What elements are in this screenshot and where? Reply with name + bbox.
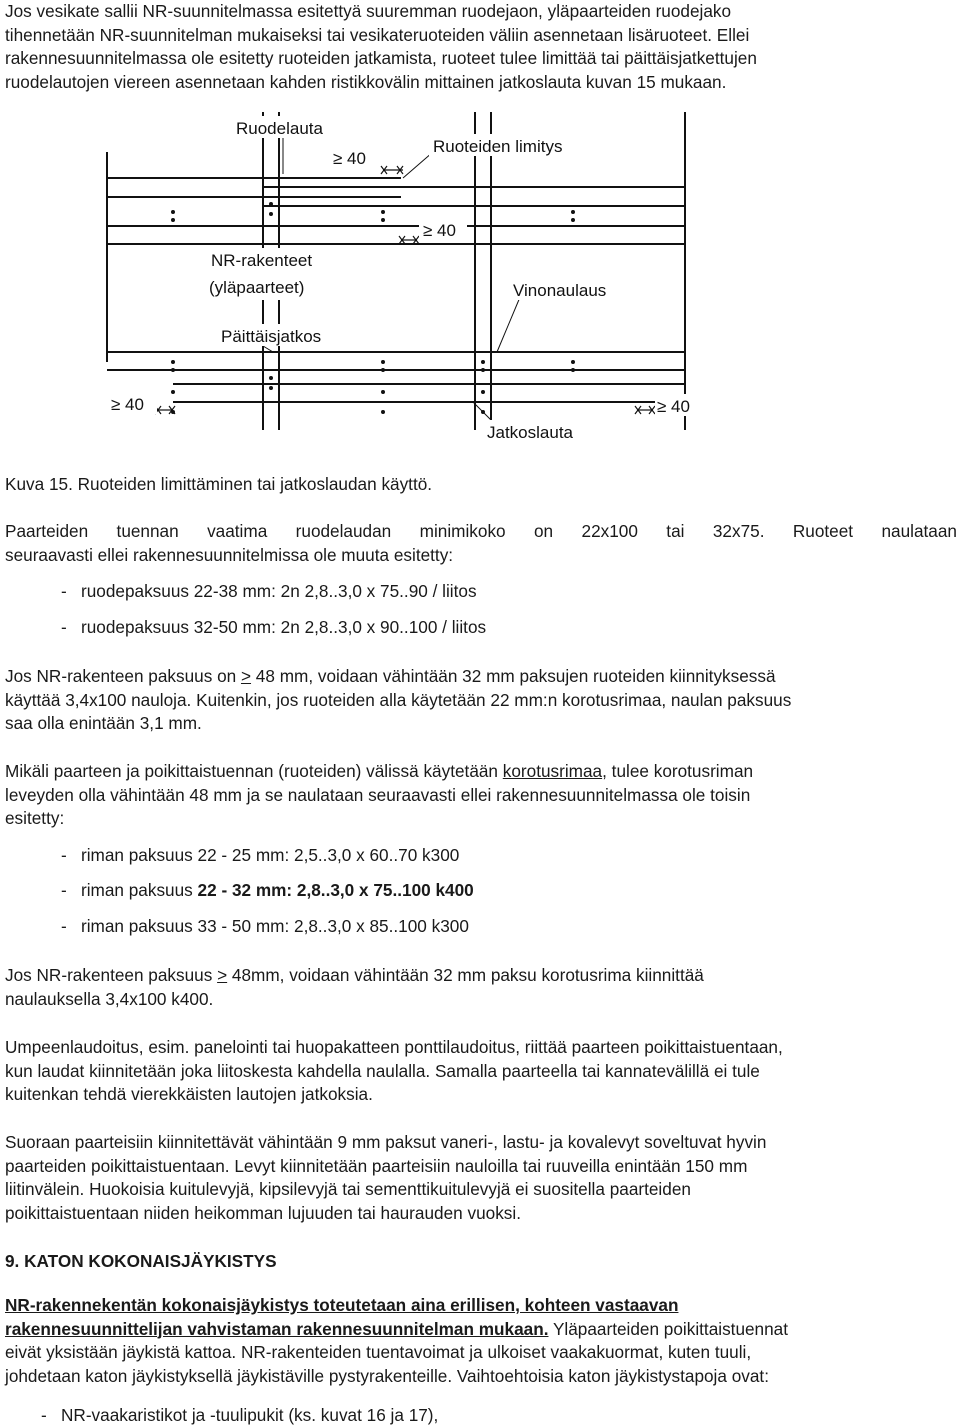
roof-batten-diagram <box>103 112 703 452</box>
list2-item-2-bold: 22 - 32 mm: 2,8..3,0 x 75..100 k400 <box>197 880 474 900</box>
paragraph-2 <box>5 665 957 736</box>
intro-paragraph <box>5 0 957 94</box>
list1-item-1 <box>61 580 477 604</box>
intro-line-1: Jos vesikate sallii NR-suunnitelmassa esitettyä suuremman ruodejaon, yläpaarteiden ruodejako <box>5 1 732 21</box>
para4-line1 <box>5 964 957 988</box>
list1-item-2-text: ruodepaksuus 32-50 mm: 2n 2,8..3,0 x 90..100 / liitos <box>81 617 487 637</box>
para5-line2: kun laudat kiinnitetään joka liitoskesta kahdella naulalla. Samalla paarteella tai kannatevälillä ei tule <box>5 1060 760 1081</box>
label-ruoteiden-limitys: Ruoteiden limitys <box>433 137 563 156</box>
label-paittaisjatkos: Päittäisjatkos <box>221 327 322 346</box>
leader-limitys <box>403 152 433 178</box>
para2-line1-post: 48 mm, voidaan vähintään 32 mm paksujen ruoteiden kiinnityksessä <box>251 666 776 686</box>
label-ge40-top: ≥ 40 <box>333 149 366 168</box>
para4-gt-symbol: > <box>217 965 228 985</box>
intro-line-4: ruodelautojen viereen asennetaan kahden ristikkovälin mittainen jatkoslauta kuvan 15 mukaan. <box>5 71 727 92</box>
para6-line4: poikittaistuentaan niiden heikomman lujuuden tai haurauden vuoksi. <box>5 1202 521 1223</box>
para2-gt-symbol: > <box>240 666 252 686</box>
para1-line2: seuraavasti ellei rakennesuunnitelmissa ole muuta esitetty: <box>5 544 454 565</box>
para1-line1: Paarteiden tuennan vaatima ruodelaudan minimikoko on 22x100 tai 32x75. Ruoteet naulataan <box>5 521 957 541</box>
label-ylapaarteet: (yläpaarteet) <box>209 278 305 297</box>
para7-line2-post: Yläpaarteiden poikittaistuennat <box>548 1318 789 1339</box>
para7-line1 <box>5 1294 957 1318</box>
list-dash: - <box>61 845 67 865</box>
section-heading: 9. KATON KOKONAISJÄYKISTYS <box>5 1251 277 1271</box>
list1-item-1-text: ruodepaksuus 22-38 mm: 2n 2,8..3,0 x 75..90 / liitos <box>81 581 477 601</box>
para4-line1-pre: Jos NR-rakenteen paksuus <box>5 965 218 985</box>
list1-item-2 <box>61 616 486 640</box>
list3-item-1-text: NR-vaakaristikot ja -tuulipukit (ks. kuvat 16 ja 17), <box>61 1405 439 1425</box>
list-dash: - <box>61 617 67 637</box>
figure-15-diagram <box>103 112 703 452</box>
paragraph-5 <box>5 1036 957 1107</box>
label-jatkoslauta: Jatkoslauta <box>487 423 573 442</box>
para3-line1 <box>5 760 957 784</box>
para6-line1: Suoraan paarteisiin kiinnitettävät vähintään 9 mm paksut vaneri-, lastu- ja kovalevyt soveltuvat hyvin <box>5 1132 767 1152</box>
para2-line1-pre: Jos NR-rakenteen paksuus on <box>5 666 241 686</box>
para7-line1-bold: NR-rakennekentän kokonaisjäykistys toteutetaan aina erillisen, kohteen vastaavan <box>5 1295 679 1315</box>
list2-item-3 <box>61 915 469 939</box>
figure-caption: Kuva 15. Ruoteiden limittäminen tai jatkoslaudan käyttö. <box>5 474 433 494</box>
para6-line2: paarteiden poikittaistuentaan. Levyt kiinnitetään paarteisiin nauloilla tai ruuveilla enintään 150 mm <box>5 1155 748 1176</box>
label-ge40-left: ≥ 40 <box>111 395 144 414</box>
para3-line3: esitetty: <box>5 808 65 828</box>
para5-line1: Umpeenlaudoitus, esim. panelointi tai huopakatteen ponttilaudoitus, riittää paarteen poikittaistuentaan, <box>5 1037 783 1057</box>
list-dash: - <box>41 1405 47 1425</box>
paragraph-3 <box>5 760 957 831</box>
list3-item-1 <box>41 1404 438 1428</box>
para2-line3: saa olla enintään 3,1 mm. <box>5 713 202 733</box>
para4-line2: naulauksella 3,4x100 k400. <box>5 988 214 1009</box>
para4-line1-post: 48mm, voidaan vähintään 32 mm paksu korotusrima kiinnittää <box>227 965 704 985</box>
para3-korotusrimaa: korotusrimaa <box>502 761 603 781</box>
list-dash: - <box>61 880 67 900</box>
list2-item-2-text: riman paksuus <box>81 880 198 900</box>
list2-item-3-text: riman paksuus 33 - 50 mm: 2,8..3,0 x 85..100 k300 <box>81 916 469 936</box>
para2-line2: käyttää 3,4x100 nauloja. Kuitenkin, jos ruoteiden alla käytetään 22 mm:n korotusrimaa, naulan paksuus <box>5 689 792 710</box>
list2-item-2 <box>61 879 474 903</box>
para3-line2: leveyden olla vähintään 48 mm ja se naulataan seuraavasti ellei rakennesuunnitelmassa ole toisin <box>5 784 751 805</box>
list2-item-1 <box>61 844 459 868</box>
label-nr-rakenteet: NR-rakenteet <box>211 251 313 270</box>
paragraph-4 <box>5 964 957 1011</box>
label-vinonaulaus: Vinonaulaus <box>513 281 607 300</box>
list-dash: - <box>61 916 67 936</box>
nail-markers <box>171 202 575 414</box>
para7-line4: johdetaan katon jäykistyksellä jäykistäville pystyrakenteille. Vaihtoehtoisia katon jäykistystapoja ovat: <box>5 1365 769 1386</box>
label-ge40-mid: ≥ 40 <box>423 221 456 240</box>
paragraph-6 <box>5 1131 957 1225</box>
label-ruodelauta: Ruodelauta <box>236 119 323 138</box>
para3-line1-pre: Mikäli paarteen ja poikittaistuennan (ruoteiden) välissä käytetään <box>5 761 503 781</box>
intro-line-3: rakennesuunnitelmassa ole esitetty ruoteiden jatkamista, ruoteet tulee limittää tai päittäisjatkettujen <box>5 48 757 68</box>
list-dash: - <box>61 581 67 601</box>
para6-line3: liitinvälein. Huokoisia kuitulevyjä, kipsilevyjä tai sementtikuitulevyjä ei suositella paarteiden <box>5 1179 691 1199</box>
para2-line1 <box>5 665 957 689</box>
intro-line-2: tihennetään NR-suunnitelman mukaiseksi tai vesikateruoteiden väliin asennetaan lisäruoteet. Ellei <box>5 24 750 45</box>
list2-item-1-text: riman paksuus 22 - 25 mm: 2,5..3,0 x 60..70 k300 <box>81 845 460 865</box>
para7-line2-bold: rakennesuunnittelijan vahvistaman rakennesuunnitelman mukaan. <box>5 1318 549 1339</box>
para3-line1-post: , tulee korotusriman <box>602 761 754 781</box>
para7-line3: eivät yksistään jäykistä kattoa. NR-rakenteiden tuentavoimat ja ulkoiset vaakakuormat, kuten tuuli, <box>5 1342 752 1362</box>
paragraph-1 <box>5 520 957 567</box>
para7-line2 <box>5 1318 957 1342</box>
para5-line3: kuitenkan tehdä vierekkäisten lautojen jatkoksia. <box>5 1084 373 1104</box>
label-ge40-right: ≥ 40 <box>657 397 690 416</box>
paragraph-7 <box>5 1294 957 1388</box>
